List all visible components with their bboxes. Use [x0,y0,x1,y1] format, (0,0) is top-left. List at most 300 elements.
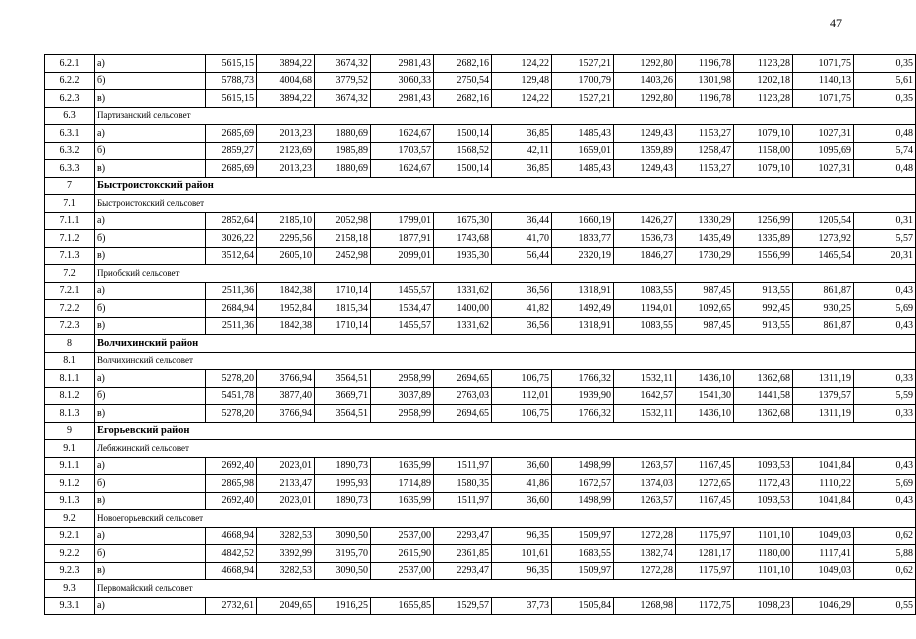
table-cell: 3894,22 [257,55,315,73]
table-cell: 2511,36 [206,282,257,300]
table-cell: 1382,74 [614,545,676,563]
table-cell: 1093,53 [734,492,793,510]
table-cell: 1485,43 [552,160,614,178]
table-row [45,125,916,143]
table-row [45,457,916,475]
table-cell: 1655,85 [371,597,434,615]
table-cell: 2605,10 [257,247,315,265]
council-header-row [45,265,916,283]
table-cell: 0,43 [854,457,916,475]
table-cell: 2023,01 [257,457,315,475]
table-cell: 0,48 [854,160,916,178]
table-cell: 3392,99 [257,545,315,563]
table-cell: 2852,64 [206,212,257,230]
table-cell: 1880,69 [315,125,371,143]
table-cell: 2185,10 [257,212,315,230]
table-cell: 1249,43 [614,125,676,143]
table-cell: 1272,28 [614,527,676,545]
table-cell: 1511,97 [434,457,492,475]
row-label: б) [95,72,206,90]
table-cell: 1172,43 [734,475,793,493]
table-cell: 2981,43 [371,90,434,108]
table-cell: 1027,31 [793,125,854,143]
council-header-row [45,440,916,458]
table-cell: 2023,01 [257,492,315,510]
table-cell: 1083,55 [614,317,676,335]
table-row [45,545,916,563]
table-cell: 36,60 [492,457,552,475]
table-cell: 1534,47 [371,300,434,318]
council-header-row [45,195,916,213]
table-cell: 1292,80 [614,90,676,108]
table-cell: 5278,20 [206,370,257,388]
row-label: а) [95,597,206,615]
district-title: Егорьевский район [95,422,257,440]
table-cell: 1258,47 [676,142,734,160]
table-cell: 1527,21 [552,90,614,108]
table-cell: 861,87 [793,317,854,335]
table-cell: 1196,78 [676,90,734,108]
table-cell: 124,22 [492,90,552,108]
row-code: 9.3 [45,580,95,598]
table-cell: 0,43 [854,282,916,300]
table-cell: 1273,92 [793,230,854,248]
table-cell: 1079,10 [734,125,793,143]
row-code: 6.3.3 [45,160,95,178]
table-cell: 1624,67 [371,125,434,143]
table-cell: 1172,75 [676,597,734,615]
table-cell: 1952,84 [257,300,315,318]
table-cell: 1256,99 [734,212,793,230]
table-row [45,282,916,300]
table-cell: 0,31 [854,212,916,230]
table-cell: 1098,23 [734,597,793,615]
table-cell: 36,56 [492,317,552,335]
table-cell: 2685,69 [206,125,257,143]
council-title: Лебяжинский сельсовет [95,440,257,458]
table-cell: 5615,15 [206,90,257,108]
row-code: 7 [45,177,95,195]
table-cell: 5,61 [854,72,916,90]
table-cell: 36,56 [492,282,552,300]
table-cell: 0,62 [854,562,916,580]
table-cell: 0,33 [854,405,916,423]
table-cell: 1465,54 [793,247,854,265]
table-cell: 4004,68 [257,72,315,90]
row-code: 6.2.3 [45,90,95,108]
row-code: 7.1.3 [45,247,95,265]
table-cell: 4668,94 [206,562,257,580]
row-label: б) [95,230,206,248]
table-cell: 1529,57 [434,597,492,615]
table-cell: 3674,32 [315,90,371,108]
table-cell: 1714,89 [371,475,434,493]
table-cell: 1710,14 [315,282,371,300]
table-cell: 2692,40 [206,492,257,510]
table-cell: 2293,47 [434,562,492,580]
table-cell: 1167,45 [676,457,734,475]
table-cell: 2133,47 [257,475,315,493]
council-title: Партизанский сельсовет [95,107,257,125]
table-cell: 1175,97 [676,527,734,545]
table-cell: 5451,78 [206,387,257,405]
table-cell: 1153,27 [676,125,734,143]
table-cell: 5,88 [854,545,916,563]
table-cell: 1167,45 [676,492,734,510]
row-label: в) [95,317,206,335]
row-label: б) [95,475,206,493]
table-cell: 1101,10 [734,527,793,545]
table-cell: 987,45 [676,317,734,335]
table-cell: 1505,84 [552,597,614,615]
table-cell: 3090,50 [315,527,371,545]
table-cell: 1532,11 [614,405,676,423]
table-cell: 1833,77 [552,230,614,248]
table-cell: 0,55 [854,597,916,615]
table-cell: 3090,50 [315,562,371,580]
table-cell: 2013,23 [257,125,315,143]
table-cell: 1532,11 [614,370,676,388]
district-header-row [45,335,916,353]
row-code: 9.2.1 [45,527,95,545]
table-cell: 2685,69 [206,160,257,178]
row-code: 9.2.3 [45,562,95,580]
table-cell: 1766,32 [552,405,614,423]
table-cell: 2537,00 [371,562,434,580]
table-cell: 2615,90 [371,545,434,563]
table-cell: 1799,01 [371,212,434,230]
table-cell: 1455,57 [371,317,434,335]
table-cell: 1995,93 [315,475,371,493]
table-cell: 2958,99 [371,405,434,423]
table-cell: 2537,00 [371,527,434,545]
table-cell: 1205,54 [793,212,854,230]
row-label: а) [95,457,206,475]
page-number: 47 [830,16,842,30]
table-cell: 913,55 [734,282,793,300]
table-cell: 3282,53 [257,562,315,580]
table-cell: 2295,56 [257,230,315,248]
table-cell: 1659,01 [552,142,614,160]
tariff-table [44,54,916,615]
header-row-filler [257,580,916,598]
table-row [45,597,916,615]
table-cell: 3564,51 [315,405,371,423]
table-cell: 1292,80 [614,55,676,73]
row-code: 9 [45,422,95,440]
table-cell: 3512,64 [206,247,257,265]
table-cell: 1079,10 [734,160,793,178]
table-cell: 0,33 [854,370,916,388]
council-title: Приобский сельсовет [95,265,257,283]
table-cell: 1272,28 [614,562,676,580]
table-cell: 1916,25 [315,597,371,615]
table-cell: 1455,57 [371,282,434,300]
row-code: 7.1.2 [45,230,95,248]
row-code: 7.2.3 [45,317,95,335]
row-label: б) [95,545,206,563]
table-cell: 3026,22 [206,230,257,248]
table-cell: 41,82 [492,300,552,318]
table-row [45,527,916,545]
row-label: а) [95,282,206,300]
table-cell: 2859,27 [206,142,257,160]
table-cell: 3894,22 [257,90,315,108]
table-cell: 106,75 [492,405,552,423]
table-cell: 2052,98 [315,212,371,230]
table-cell: 1498,99 [552,492,614,510]
table-row [45,562,916,580]
table-cell: 2750,54 [434,72,492,90]
table-row [45,55,916,73]
table-row [45,230,916,248]
table-cell: 101,61 [492,545,552,563]
table-row [45,317,916,335]
table-cell: 987,45 [676,282,734,300]
table-cell: 1441,58 [734,387,793,405]
table-cell: 2682,16 [434,90,492,108]
district-title: Волчихинский район [95,335,257,353]
table-cell: 1660,19 [552,212,614,230]
table-cell: 1766,32 [552,370,614,388]
table-cell: 5278,20 [206,405,257,423]
table-row [45,212,916,230]
table-body [45,55,916,615]
table-cell: 1268,98 [614,597,676,615]
table-cell: 1359,89 [614,142,676,160]
table-cell: 1318,91 [552,282,614,300]
table-cell: 1635,99 [371,457,434,475]
table-cell: 1049,03 [793,562,854,580]
table-cell: 0,62 [854,527,916,545]
table-cell: 3674,32 [315,55,371,73]
table-cell: 2763,03 [434,387,492,405]
row-code: 7.2.1 [45,282,95,300]
table-cell: 1175,97 [676,562,734,580]
row-code: 6.3.2 [45,142,95,160]
table-cell: 1092,65 [676,300,734,318]
table-cell: 1140,13 [793,72,854,90]
table-cell: 1301,98 [676,72,734,90]
row-code: 7.1.1 [45,212,95,230]
table-cell: 56,44 [492,247,552,265]
table-cell: 112,01 [492,387,552,405]
table-cell: 3037,89 [371,387,434,405]
table-cell: 1093,53 [734,457,793,475]
row-label: а) [95,527,206,545]
table-cell: 1095,69 [793,142,854,160]
table-cell: 1672,57 [552,475,614,493]
row-code: 9.1.2 [45,475,95,493]
table-cell: 1041,84 [793,492,854,510]
table-cell: 2511,36 [206,317,257,335]
table-cell: 1846,27 [614,247,676,265]
table-cell: 930,25 [793,300,854,318]
table-cell: 1158,00 [734,142,793,160]
table-row [45,300,916,318]
table-cell: 37,73 [492,597,552,615]
table-cell: 1527,21 [552,55,614,73]
header-row-filler [257,265,916,283]
table-row [45,370,916,388]
table-cell: 0,35 [854,90,916,108]
row-label: в) [95,160,206,178]
table-cell: 2865,98 [206,475,257,493]
table-cell: 1330,29 [676,212,734,230]
table-cell: 913,55 [734,317,793,335]
table-cell: 36,44 [492,212,552,230]
table-cell: 36,85 [492,125,552,143]
council-title: Волчихинский сельсовет [95,352,257,370]
table-cell: 3060,33 [371,72,434,90]
table-cell: 1362,68 [734,405,793,423]
table-cell: 1624,67 [371,160,434,178]
council-header-row [45,580,916,598]
table-cell: 2361,85 [434,545,492,563]
table-cell: 2099,01 [371,247,434,265]
header-row-filler [257,440,916,458]
table-cell: 1362,68 [734,370,793,388]
table-cell: 1196,78 [676,55,734,73]
table-row [45,160,916,178]
header-row-filler [257,510,916,528]
header-row-filler [257,352,916,370]
table-cell: 2684,94 [206,300,257,318]
table-cell: 1374,03 [614,475,676,493]
table-cell: 1249,43 [614,160,676,178]
table-cell: 1511,97 [434,492,492,510]
table-cell: 1842,38 [257,317,315,335]
table-cell: 2158,18 [315,230,371,248]
table-row [45,387,916,405]
table-cell: 96,35 [492,527,552,545]
district-title: Быстроистокский район [95,177,257,195]
table-cell: 1635,99 [371,492,434,510]
table-cell: 1180,00 [734,545,793,563]
table-cell: 1536,73 [614,230,676,248]
table-cell: 2958,99 [371,370,434,388]
row-code: 7.2 [45,265,95,283]
table-cell: 1046,29 [793,597,854,615]
table-cell: 2452,98 [315,247,371,265]
table-cell: 2694,65 [434,370,492,388]
row-code: 8.1.3 [45,405,95,423]
row-label: б) [95,300,206,318]
table-cell: 3564,51 [315,370,371,388]
row-label: б) [95,142,206,160]
table-cell: 3766,94 [257,405,315,423]
table-cell: 1842,38 [257,282,315,300]
table-cell: 1311,19 [793,405,854,423]
table-cell: 1194,01 [614,300,676,318]
header-row-filler [257,195,916,213]
row-code: 7.1 [45,195,95,213]
row-code: 9.3.1 [45,597,95,615]
header-row-filler [257,335,916,353]
table-cell: 1500,14 [434,125,492,143]
table-cell: 2123,69 [257,142,315,160]
table-cell: 1509,97 [552,527,614,545]
row-code: 6.2.2 [45,72,95,90]
table-cell: 1877,91 [371,230,434,248]
table-cell: 2694,65 [434,405,492,423]
table-cell: 2049,65 [257,597,315,615]
table-cell: 2013,23 [257,160,315,178]
table-cell: 5788,73 [206,72,257,90]
table-cell: 1041,84 [793,457,854,475]
table-cell: 2293,47 [434,527,492,545]
council-title: Новоегорьевский сельсовет [95,510,257,528]
table-cell: 1331,62 [434,317,492,335]
table-row [45,475,916,493]
table-row [45,90,916,108]
table-cell: 1281,17 [676,545,734,563]
table-cell: 1263,57 [614,492,676,510]
table-cell: 1939,90 [552,387,614,405]
table-cell: 1580,35 [434,475,492,493]
table-cell: 5,57 [854,230,916,248]
row-code: 9.1 [45,440,95,458]
table-cell: 4842,52 [206,545,257,563]
table-cell: 1642,57 [614,387,676,405]
council-header-row [45,107,916,125]
table-cell: 1436,10 [676,370,734,388]
table-cell: 20,31 [854,247,916,265]
table-cell: 1403,26 [614,72,676,90]
table-cell: 5,69 [854,300,916,318]
council-title: Первомайский сельсовет [95,580,257,598]
table-cell: 1071,75 [793,90,854,108]
council-header-row [45,510,916,528]
table-cell: 36,60 [492,492,552,510]
table-cell: 1101,10 [734,562,793,580]
row-code: 9.1.3 [45,492,95,510]
row-code: 6.3.1 [45,125,95,143]
table-cell: 1498,99 [552,457,614,475]
table-cell: 124,22 [492,55,552,73]
table-cell: 861,87 [793,282,854,300]
table-cell: 1880,69 [315,160,371,178]
table-cell: 1426,27 [614,212,676,230]
table-cell: 5,74 [854,142,916,160]
table-cell: 1568,52 [434,142,492,160]
table-cell: 1071,75 [793,55,854,73]
table-cell: 1700,79 [552,72,614,90]
table-cell: 2320,19 [552,247,614,265]
table-cell: 5,69 [854,475,916,493]
row-code: 6.2.1 [45,55,95,73]
table-row [45,72,916,90]
table-row [45,142,916,160]
table-cell: 1263,57 [614,457,676,475]
table-cell: 1683,55 [552,545,614,563]
table-cell: 1400,00 [434,300,492,318]
table-cell: 1730,29 [676,247,734,265]
table-cell: 1556,99 [734,247,793,265]
table-row [45,405,916,423]
row-code: 8 [45,335,95,353]
table-cell: 96,35 [492,562,552,580]
table-cell: 129,48 [492,72,552,90]
row-label: в) [95,562,206,580]
row-code: 8.1.2 [45,387,95,405]
row-label: а) [95,212,206,230]
row-label: а) [95,125,206,143]
row-code: 7.2.2 [45,300,95,318]
table-cell: 3195,70 [315,545,371,563]
table-cell: 2692,40 [206,457,257,475]
table-cell: 1492,49 [552,300,614,318]
